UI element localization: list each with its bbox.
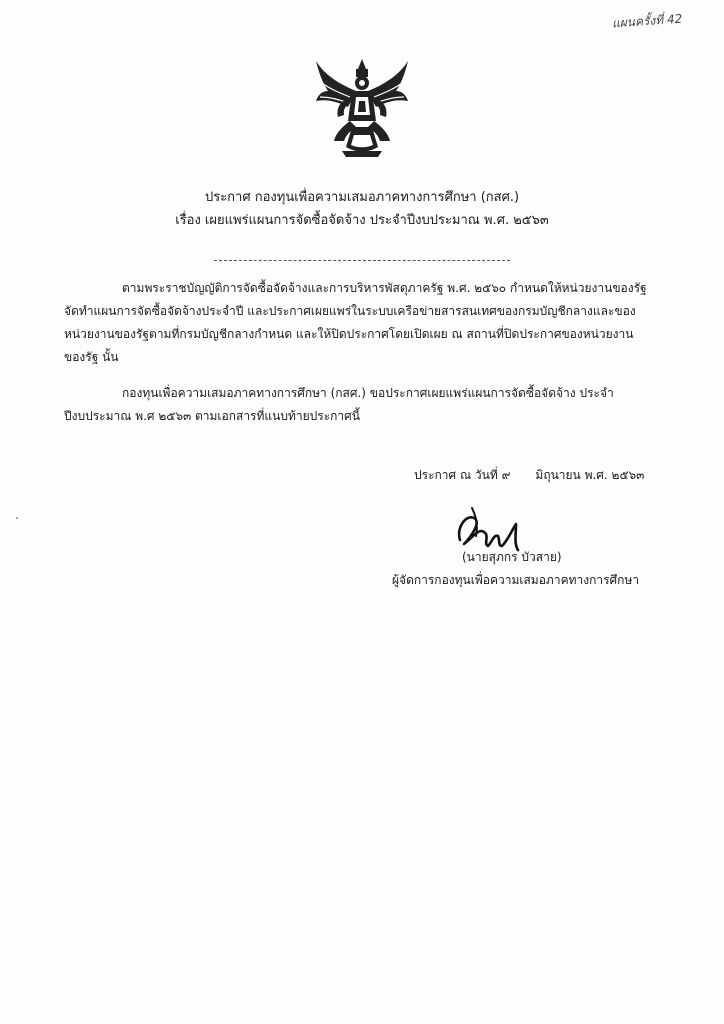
date-month-year: มิถุนายน พ.ศ. ๒๕๖๓ (535, 468, 645, 482)
paragraph-line: จัดทำแผนการจัดซื้อจัดจ้างประจำปี และประกาศเผยแพร่ในระบบเครือข่ายสารสนเทศของกรมบัญชีกลางและของ (64, 304, 636, 318)
announcement-title: ประกาศ กองทุนเพื่อความเสมอภาคทางการศึกษา (กสศ.) (204, 190, 520, 205)
scan-speck (16, 517, 18, 519)
paragraph-line: ตามพระราชบัญญัติการจัดซื้อจัดจ้างและการบริหารพัสดุภาครัฐ พ.ศ. ๒๕๖๐ กำหนดให้หน่วยงานของรัฐ (122, 281, 647, 295)
date-prefix: ประกาศ ณ วันที่ (414, 468, 498, 482)
signatory-title: ผู้จัดการกองทุนเพื่อความเสมอภาคทางการศึกษา (392, 573, 640, 587)
divider (214, 260, 510, 261)
body-paragraph-1 (64, 277, 668, 369)
date-day: ๙ (501, 468, 511, 482)
paragraph-line: ปีงบประมาณ พ.ศ ๒๕๖๓ ตามเอกสารที่แนบท้ายประกาศนี้ (64, 409, 360, 423)
garuda-emblem-icon (312, 55, 412, 160)
handwritten-note: แผนครั้งที่ 42 (611, 11, 683, 31)
signatory-name: (นายสุภกร บัวสาย) (462, 550, 562, 564)
paragraph-line: กองทุนเพื่อความเสมอภาคทางการศึกษา (กสศ.) ขอประกาศเผยแพร่แผนการจัดซื้อจัดจ้าง ประจำ (122, 386, 614, 400)
paragraph-line: หน่วยงานของรัฐตามที่กรมบัญชีกลางกำหนด และให้ปิดประกาศโดยเปิดเผย ณ สถานที่ปิดประกาศของหน่วยงาน (64, 327, 634, 341)
announcement-date (414, 466, 644, 485)
paragraph-line: ของรัฐ นั้น (64, 350, 119, 364)
body-paragraph-2 (64, 382, 668, 428)
announcement-subject: เรื่อง เผยแพร่แผนการจัดซื้อจัดจ้าง ประจำปีงบประมาณ พ.ศ. ๒๕๖๓ (175, 213, 549, 228)
